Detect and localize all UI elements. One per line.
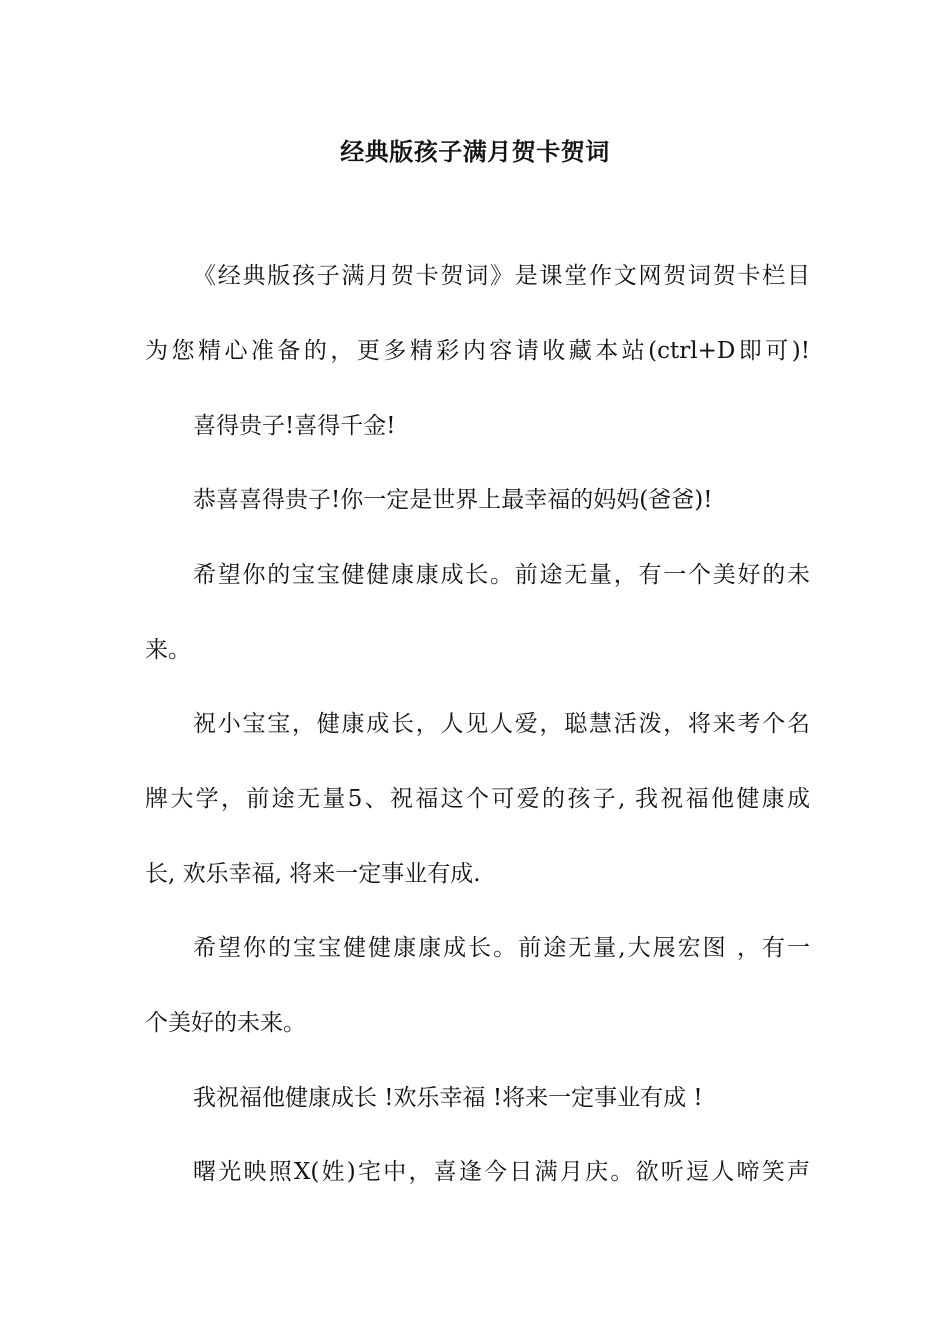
paragraph-line: 希望你的宝宝健健康康成长。前途无量,大展宏图 ，有一 — [193, 935, 810, 961]
paragraph-line: 来。 — [145, 637, 191, 663]
paragraph-line: 《经典版孩子满月贺卡贺词》是课堂作文网贺词贺卡栏目 — [193, 263, 810, 289]
paragraph-line: 喜得贵子!喜得千金! — [193, 413, 396, 439]
paragraph-line: 长, 欢乐幸福, 将来一定事业有成. — [145, 861, 481, 887]
paragraph-line: 个美好的未来。 — [145, 1010, 306, 1036]
paragraph-line: 牌大学，前途无量5、祝福这个可爱的孩子, 我祝福他健康成 — [145, 786, 810, 812]
document-title: 经典版孩子满月贺卡贺词 — [340, 138, 610, 166]
paragraph-line: 希望你的宝宝健健康康成长。前途无量，有一个美好的未 — [193, 562, 810, 588]
paragraph-line: 我祝福他健康成长 !欢乐幸福 !将来一定事业有成 ! — [193, 1085, 703, 1111]
paragraph-line: 曙光映照X(姓)宅中，喜逢今日满月庆。欲听逗人啼笑声 — [193, 1159, 810, 1185]
paragraph-line: 恭喜喜得贵子!你一定是世界上最幸福的妈妈(爸爸)! — [193, 487, 713, 513]
paragraph-line: 祝小宝宝，健康成长，人见人爱，聪慧活泼，将来考个名 — [193, 711, 810, 737]
paragraph-line: 为您精心准备的，更多精彩内容请收藏本站(ctrl+D即可)! — [145, 338, 810, 364]
